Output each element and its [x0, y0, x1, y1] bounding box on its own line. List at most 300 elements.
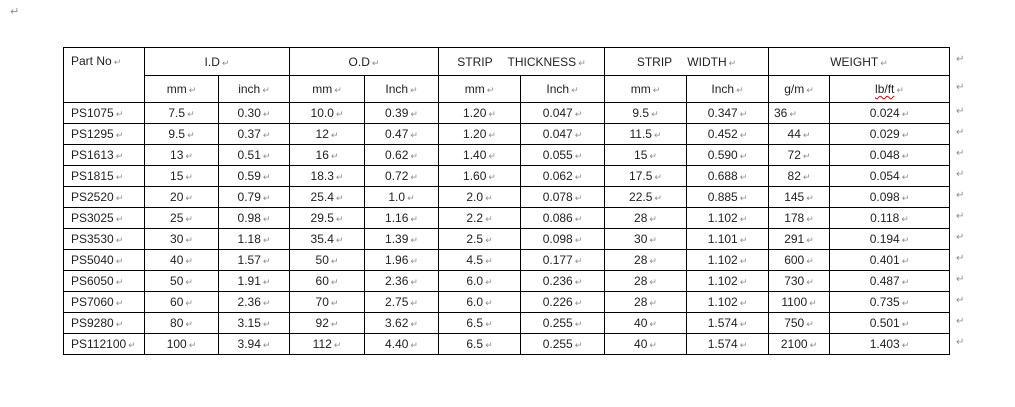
value-cell[interactable]: [145, 208, 219, 229]
value-cell[interactable]: [145, 124, 219, 145]
formatting-mark: ↵: [806, 320, 814, 330]
cell-text: 0.047: [542, 106, 573, 120]
value-cell[interactable]: [605, 229, 687, 250]
formatting-mark: ↵: [410, 131, 418, 141]
value-cell[interactable]: [290, 229, 365, 250]
formatting-mark: ↵: [335, 236, 344, 246]
cell-text: PS2520: [71, 190, 114, 204]
value-cell[interactable]: [687, 145, 769, 166]
formatting-mark: ↵: [649, 341, 657, 351]
value-cell[interactable]: [687, 250, 769, 271]
value-cell[interactable]: [365, 124, 439, 145]
part-no-cell[interactable]: [64, 145, 145, 166]
value-cell[interactable]: [290, 166, 365, 187]
cell-text: PS3530: [71, 232, 114, 246]
formatting-mark: ↵: [806, 215, 814, 225]
cell-text: 15: [170, 169, 184, 183]
value-cell[interactable]: [521, 166, 605, 187]
value-cell[interactable]: [365, 229, 439, 250]
formatting-mark: ↵: [574, 236, 583, 246]
value-cell[interactable]: [439, 250, 521, 271]
value-cell[interactable]: [830, 292, 950, 313]
part-no-cell[interactable]: [64, 166, 145, 187]
value-cell[interactable]: [830, 103, 950, 124]
cell-text: 1.18: [237, 232, 261, 246]
value-cell[interactable]: [769, 292, 830, 313]
formatting-mark: ↵: [262, 86, 270, 96]
value-cell[interactable]: [830, 229, 950, 250]
value-cell[interactable]: [769, 145, 830, 166]
formatting-mark: ↵: [901, 236, 910, 246]
formatting-mark: ↵: [739, 257, 748, 267]
value-cell[interactable]: [687, 292, 769, 313]
part-no-cell[interactable]: [64, 124, 145, 145]
value-cell[interactable]: [145, 187, 219, 208]
value-cell[interactable]: [439, 124, 521, 145]
cell-text: 0.735: [869, 295, 900, 309]
value-cell[interactable]: [769, 124, 830, 145]
value-cell[interactable]: [365, 208, 439, 229]
cell-text: 1.60: [463, 169, 487, 183]
cell-text: lb/ft: [875, 82, 895, 96]
value-cell[interactable]: [145, 250, 219, 271]
formatting-mark: ↵: [115, 320, 124, 330]
cell-text: 9.5: [632, 106, 650, 120]
end-of-row-mark: ↵: [956, 147, 965, 159]
value-cell[interactable]: [365, 166, 439, 187]
cell-text: 2.0: [466, 190, 484, 204]
value-cell[interactable]: [219, 313, 290, 334]
column-subheader-mm[interactable]: [145, 76, 219, 103]
cell-text: 80: [170, 316, 184, 330]
formatting-mark: ↵: [574, 278, 583, 288]
value-cell[interactable]: [687, 187, 769, 208]
cell-text: 2.2: [466, 211, 484, 225]
formatting-mark: ↵: [901, 257, 910, 267]
cell-text: 0.054: [869, 169, 900, 183]
value-cell[interactable]: [687, 229, 769, 250]
cell-text: 70: [315, 295, 329, 309]
value-cell[interactable]: [290, 292, 365, 313]
formatting-mark: ↵: [262, 131, 271, 141]
table-row: [64, 229, 950, 250]
end-of-row-mark: ↵: [956, 189, 965, 201]
formatting-mark: ↵: [335, 110, 344, 120]
value-cell[interactable]: [365, 103, 439, 124]
formatting-mark: ↵: [410, 278, 418, 288]
table-header: [64, 48, 950, 103]
value-cell[interactable]: [830, 271, 950, 292]
formatting-mark: ↵: [488, 152, 496, 162]
value-cell[interactable]: [145, 145, 219, 166]
value-cell[interactable]: [830, 145, 950, 166]
cell-text: 44: [787, 127, 801, 141]
column-subheader-inch[interactable]: [365, 76, 439, 103]
formatting-mark: ↵: [739, 194, 748, 204]
value-cell[interactable]: [605, 103, 687, 124]
formatting-mark: ↵: [901, 173, 910, 183]
formatting-mark: ↵: [901, 215, 909, 225]
value-cell[interactable]: [605, 292, 687, 313]
formatting-mark: ↵: [262, 215, 271, 225]
value-cell[interactable]: [521, 145, 605, 166]
formatting-mark: ↵: [115, 299, 124, 309]
cell-text: Inch: [546, 82, 570, 96]
formatting-mark: ↵: [262, 152, 271, 162]
column-subheader-g-m[interactable]: [769, 76, 830, 103]
formatting-mark: ↵: [330, 131, 339, 141]
value-cell[interactable]: [687, 334, 769, 355]
cell-text: 0.055: [542, 148, 573, 162]
value-cell[interactable]: [605, 208, 687, 229]
formatting-mark: ↵: [880, 58, 888, 69]
formatting-mark: ↵: [187, 110, 195, 120]
cell-text: 60: [170, 295, 184, 309]
value-cell[interactable]: [439, 292, 521, 313]
cell-text: 0.59: [237, 169, 261, 183]
cell-text: PS1295: [71, 127, 114, 141]
formatting-mark: ↵: [901, 341, 910, 351]
value-cell[interactable]: [769, 250, 830, 271]
value-cell[interactable]: [439, 187, 521, 208]
value-cell[interactable]: [439, 208, 521, 229]
formatting-mark: ↵: [485, 236, 493, 246]
value-cell[interactable]: [145, 103, 219, 124]
formatting-mark: ↵: [649, 257, 657, 267]
cell-text: 1.20: [463, 127, 487, 141]
end-of-row-mark: ↵: [956, 54, 965, 65]
cell-text: 36: [774, 106, 788, 120]
value-cell[interactable]: [219, 124, 290, 145]
value-cell[interactable]: [687, 166, 769, 187]
cell-text: 2100: [780, 337, 808, 351]
value-cell[interactable]: [290, 250, 365, 271]
column-subheader-lb-ft[interactable]: [830, 76, 950, 103]
formatting-mark: ↵: [335, 215, 344, 225]
cell-text: 13: [170, 148, 184, 162]
value-cell[interactable]: [365, 187, 439, 208]
cell-text: 0.347: [707, 106, 738, 120]
cell-text: PS1815: [71, 169, 114, 183]
formatting-mark: ↵: [485, 278, 493, 288]
value-cell[interactable]: [439, 166, 521, 187]
value-cell[interactable]: [605, 271, 687, 292]
value-cell[interactable]: [605, 334, 687, 355]
cell-text: 50: [315, 253, 329, 267]
value-cell[interactable]: [769, 187, 830, 208]
value-cell[interactable]: [521, 250, 605, 271]
value-cell[interactable]: [145, 313, 219, 334]
value-cell[interactable]: [769, 166, 830, 187]
value-cell[interactable]: [145, 334, 219, 355]
formatting-mark: ↵: [330, 320, 339, 330]
part-no-cell[interactable]: [64, 313, 145, 334]
cell-text: 1.102: [707, 295, 738, 309]
value-cell[interactable]: [830, 124, 950, 145]
value-cell[interactable]: [830, 208, 950, 229]
cell-text: 2.36: [237, 295, 261, 309]
value-cell[interactable]: [290, 208, 365, 229]
formatting-mark: ↵: [185, 215, 193, 225]
value-cell[interactable]: [439, 229, 521, 250]
formatting-mark: ↵: [653, 131, 662, 141]
formatting-mark: ↵: [654, 173, 662, 183]
cell-text: 3.15: [237, 316, 261, 330]
part-no-cell[interactable]: [64, 250, 145, 271]
table-row: [64, 76, 950, 103]
column-group-header-o-d[interactable]: [290, 48, 439, 76]
formatting-mark: ↵: [901, 152, 910, 162]
end-of-row-mark: ↵: [956, 81, 965, 93]
value-cell[interactable]: [521, 313, 605, 334]
cell-text: 4.5: [466, 253, 484, 267]
value-cell[interactable]: [219, 187, 290, 208]
value-cell[interactable]: [145, 292, 219, 313]
cell-text: 50: [170, 274, 184, 288]
column-group-header-i-d[interactable]: [145, 48, 290, 76]
cell-text: 1.91: [237, 274, 261, 288]
cell-text: 0.47: [385, 127, 409, 141]
formatting-mark: ↵: [262, 341, 271, 351]
value-cell[interactable]: [605, 145, 687, 166]
value-cell[interactable]: [521, 124, 605, 145]
formatting-mark: ↵: [574, 257, 583, 267]
part-no-cell[interactable]: [64, 229, 145, 250]
value-cell[interactable]: [769, 313, 830, 334]
value-cell[interactable]: [521, 292, 605, 313]
value-cell[interactable]: [145, 271, 219, 292]
value-cell[interactable]: [365, 313, 439, 334]
cell-text: 25: [170, 211, 184, 225]
value-cell[interactable]: [290, 334, 365, 355]
cell-text: 1100: [781, 295, 808, 309]
cell-text: 4.40: [385, 337, 409, 351]
value-cell[interactable]: [145, 166, 219, 187]
formatting-mark: ↵: [488, 131, 496, 141]
value-cell[interactable]: [439, 103, 521, 124]
part-no-cell[interactable]: [64, 334, 145, 355]
formatting-mark: ↵: [806, 86, 814, 96]
column-subheader-inch[interactable]: [687, 76, 769, 103]
cell-text: 0.885: [707, 190, 738, 204]
cell-text: 600: [784, 253, 805, 267]
value-cell[interactable]: [219, 145, 290, 166]
cell-text: 1.574: [707, 316, 738, 330]
value-cell[interactable]: [219, 334, 290, 355]
end-of-row-mark: ↵: [956, 294, 965, 306]
value-cell[interactable]: [769, 208, 830, 229]
part-no-cell[interactable]: [64, 187, 145, 208]
formatting-mark: ↵: [262, 299, 271, 309]
value-cell[interactable]: [219, 208, 290, 229]
cell-text: 1.574: [707, 337, 738, 351]
column-subheader-mm[interactable]: [290, 76, 365, 103]
value-cell[interactable]: [521, 229, 605, 250]
value-cell[interactable]: [365, 271, 439, 292]
formatting-mark: ↵: [485, 320, 493, 330]
formatting-mark: ↵: [654, 194, 662, 204]
column-group-header-strip-thickness[interactable]: [439, 48, 605, 76]
formatting-mark: ↵: [896, 86, 904, 96]
column-subheader-mm[interactable]: [439, 76, 521, 103]
formatting-mark: ↵: [574, 152, 583, 162]
end-of-row-mark: ↵: [956, 252, 965, 264]
cell-text: 1.0: [388, 190, 406, 204]
value-cell[interactable]: [521, 271, 605, 292]
column-subheader-mm[interactable]: [605, 76, 687, 103]
value-cell[interactable]: [830, 334, 950, 355]
value-cell[interactable]: [605, 313, 687, 334]
formatting-mark: ↵: [574, 215, 583, 225]
column-subheader-inch[interactable]: [219, 76, 290, 103]
formatting-mark: ↵: [574, 320, 583, 330]
formatting-mark: ↵: [115, 257, 124, 267]
formatting-mark: ↵: [410, 299, 418, 309]
cell-text: 2.5: [466, 232, 484, 246]
column-group-header-strip-width[interactable]: [605, 48, 769, 76]
cell-text: 0.62: [385, 148, 409, 162]
value-cell[interactable]: [687, 271, 769, 292]
value-cell[interactable]: [219, 271, 290, 292]
value-cell[interactable]: [219, 229, 290, 250]
end-of-row-mark: ↵: [956, 126, 965, 138]
value-cell[interactable]: [521, 103, 605, 124]
value-cell[interactable]: [219, 250, 290, 271]
value-cell[interactable]: [830, 313, 950, 334]
value-cell[interactable]: [439, 313, 521, 334]
part-no-cell[interactable]: [64, 292, 145, 313]
cell-text: 0.401: [869, 253, 900, 267]
formatting-mark: ↵: [128, 341, 136, 351]
cell-text: 82: [787, 169, 801, 183]
value-cell[interactable]: [687, 313, 769, 334]
cell-text: 2.75: [385, 295, 409, 309]
cell-text: 0.51: [237, 148, 261, 162]
cell-text: 0.590: [707, 148, 738, 162]
value-cell[interactable]: [439, 145, 521, 166]
cell-text: 0.255: [542, 316, 573, 330]
cell-text: 1.96: [385, 253, 409, 267]
formatting-mark: ↵: [188, 341, 197, 351]
value-cell[interactable]: [290, 271, 365, 292]
value-cell[interactable]: [290, 124, 365, 145]
formatting-mark: ↵: [410, 257, 418, 267]
cell-text: 6.0: [466, 274, 484, 288]
cell-text: 1.20: [463, 106, 487, 120]
cell-text: 1.39: [385, 232, 409, 246]
value-cell[interactable]: [145, 229, 219, 250]
formatting-mark: ↵: [574, 194, 583, 204]
value-cell[interactable]: [439, 271, 521, 292]
formatting-mark: ↵: [330, 299, 339, 309]
part-no-cell[interactable]: [64, 208, 145, 229]
value-cell[interactable]: [219, 166, 290, 187]
formatting-mark: ↵: [739, 341, 748, 351]
value-cell[interactable]: [365, 250, 439, 271]
end-of-row-mark: ↵: [956, 273, 965, 285]
value-cell[interactable]: [769, 334, 830, 355]
formatting-mark: ↵: [410, 341, 418, 351]
value-cell[interactable]: [830, 250, 950, 271]
formatting-mark: ↵: [649, 236, 657, 246]
value-cell[interactable]: [521, 208, 605, 229]
part-no-cell[interactable]: [64, 271, 145, 292]
table-row: [64, 250, 950, 271]
formatting-mark: ↵: [486, 86, 495, 96]
formatting-mark: ↵: [571, 86, 579, 96]
value-cell[interactable]: [219, 103, 290, 124]
column-subheader-inch[interactable]: [521, 76, 605, 103]
value-cell[interactable]: [521, 334, 605, 355]
cell-text: mm: [630, 82, 651, 96]
cell-text: 30: [634, 232, 648, 246]
value-cell[interactable]: [605, 124, 687, 145]
cell-text: 3.62: [385, 316, 409, 330]
formatting-mark: ↵: [651, 110, 659, 120]
end-of-row-mark: ↵: [956, 231, 965, 243]
cell-text: 0.30: [237, 106, 261, 120]
value-cell[interactable]: [605, 166, 687, 187]
cell-text: 6.0: [466, 295, 484, 309]
table-row: [64, 292, 950, 313]
column-group-header-weight[interactable]: [769, 48, 950, 76]
formatting-mark: ↵: [333, 341, 342, 351]
formatting-mark: ↵: [115, 173, 124, 183]
value-cell[interactable]: [365, 292, 439, 313]
value-cell[interactable]: [290, 187, 365, 208]
value-cell[interactable]: [687, 124, 769, 145]
value-cell[interactable]: [439, 334, 521, 355]
formatting-mark: ↵: [809, 341, 818, 351]
value-cell[interactable]: [219, 292, 290, 313]
cell-text: 0.086: [542, 211, 573, 225]
formatting-mark: ↵: [649, 152, 657, 162]
cell-text: PS1613: [71, 148, 114, 162]
cell-text: 29.5: [310, 211, 334, 225]
value-cell[interactable]: [830, 166, 950, 187]
cell-text: 0.37: [237, 127, 261, 141]
value-cell[interactable]: [365, 334, 439, 355]
part-no-cell[interactable]: [64, 103, 145, 124]
cell-text: 6.5: [466, 337, 484, 351]
value-cell[interactable]: [830, 187, 950, 208]
value-cell[interactable]: [769, 103, 830, 124]
value-cell[interactable]: [687, 103, 769, 124]
cell-text: STRIP THICKNESS: [457, 54, 577, 69]
formatting-mark: ↵: [488, 110, 496, 120]
value-cell[interactable]: [605, 187, 687, 208]
column-header-part-no[interactable]: [64, 48, 145, 103]
formatting-mark: ↵: [739, 278, 748, 288]
formatting-mark: ↵: [901, 194, 910, 204]
value-cell[interactable]: [290, 145, 365, 166]
table-row: [64, 334, 950, 355]
formatting-mark: ↵: [485, 257, 493, 267]
formatting-mark: ↵: [185, 320, 193, 330]
value-cell[interactable]: [605, 250, 687, 271]
value-cell[interactable]: [769, 271, 830, 292]
cell-text: 1.40: [463, 148, 487, 162]
value-cell[interactable]: [365, 145, 439, 166]
formatting-mark: ↵: [485, 341, 493, 351]
cell-text: 0.98: [237, 211, 261, 225]
value-cell[interactable]: [769, 229, 830, 250]
value-cell[interactable]: [521, 187, 605, 208]
value-cell[interactable]: [290, 103, 365, 124]
formatting-mark: ↵: [739, 131, 748, 141]
value-cell[interactable]: [290, 313, 365, 334]
value-cell[interactable]: [687, 208, 769, 229]
